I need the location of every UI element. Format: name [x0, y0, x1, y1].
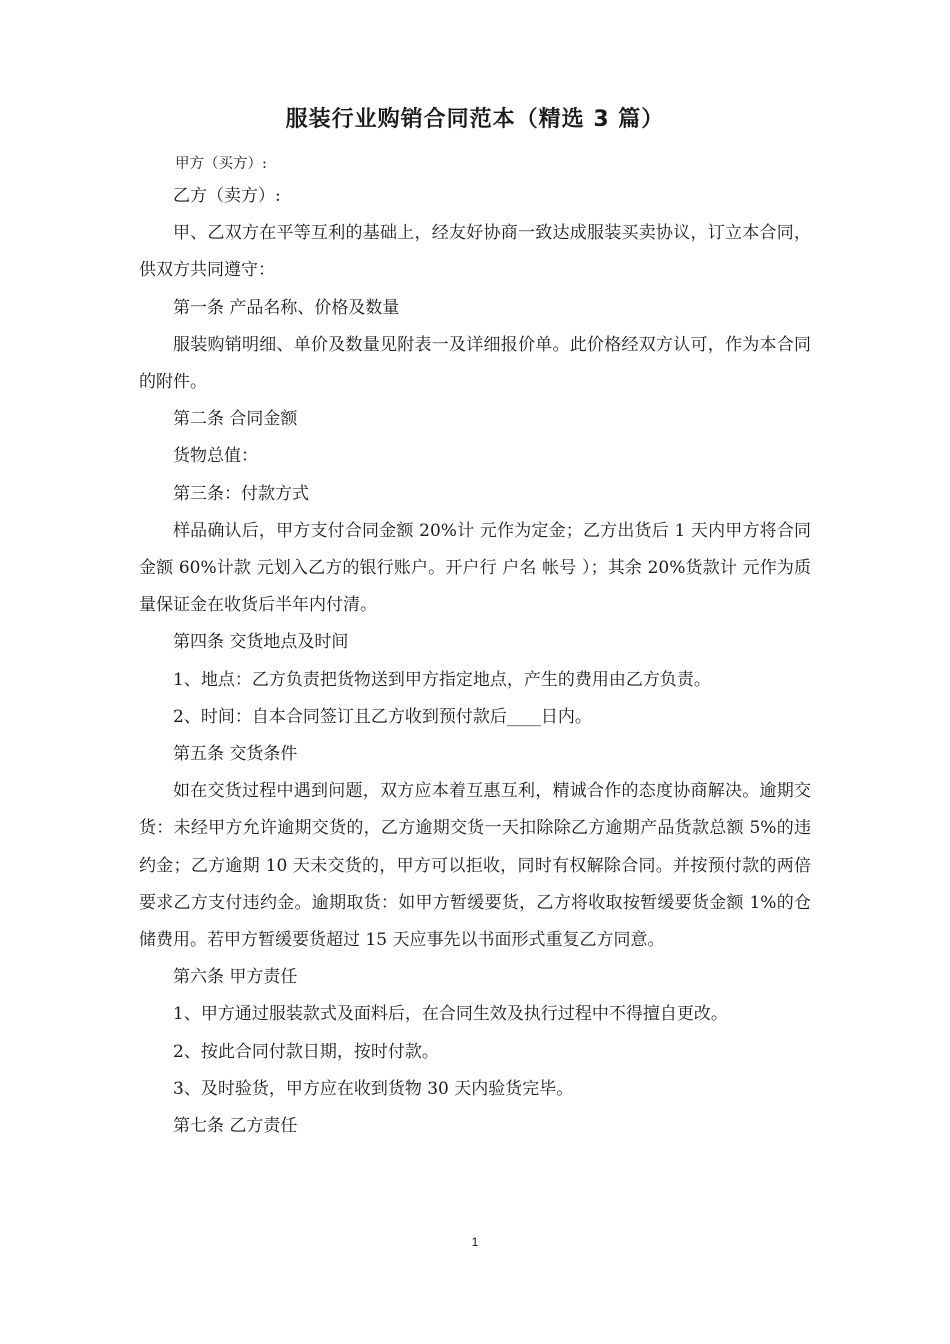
- document-body: [139, 178, 811, 1145]
- section-heading: 第五条 交货条件: [173, 744, 298, 765]
- section-heading: 第三条：付款方式: [173, 483, 309, 504]
- paragraph: 货物总值：: [173, 446, 258, 467]
- paragraph: 1、甲方通过服装款式及面料后，在合同生效及执行过程中不得擅自更改。: [173, 1004, 728, 1025]
- page-number: 1: [471, 1235, 479, 1249]
- section-heading: 第二条 合同金额: [173, 409, 298, 430]
- paragraph: 甲、乙双方在平等互利的基础上，经友好协商一致达成服装买卖协议，订立本合同，供双方共同遵守：: [139, 223, 811, 281]
- section-heading: 第一条 产品名称、价格及数量: [173, 297, 400, 318]
- paragraph: 2、时间：自本合同签订且乙方收到预付款后____日内。: [173, 706, 592, 727]
- paragraph: 2、按此合同付款日期，按时付款。: [173, 1041, 439, 1062]
- section-heading: 第四条 交货地点及时间: [173, 632, 349, 653]
- paragraph: 1、地点：乙方负责把货物送到甲方指定地点，产生的费用由乙方负责。: [173, 669, 711, 690]
- paragraph: 服装购销明细、单价及数量见附表一及详细报价单。此价格经双方认可，作为本合同的附件。: [139, 334, 811, 393]
- paragraph: 如在交货过程中遇到问题，双方应本着互惠互利，精诚合作的态度协商解决。逾期交货：未经甲方允许逾期交货的，乙方逾期交货一天扣除除乙方逾期产品货款总额 5%的违约金；乙方逾期 10 天未交货的，甲方可以拒收，同时有权解除合同。并按预付款的两倍要求乙方支付违约金。逾期取货：如甲方暂缓要货，乙方将收取按暂缓要货金额 1%的仓储费用。若甲方暂缓要货超过 15 天应事先以书面形式重复乙方同意。: [139, 781, 811, 951]
- document-title: 服装行业购销合同范本（精选 3 篇）: [285, 107, 665, 132]
- paragraph: 样品确认后，甲方支付合同金额 20%计 元作为定金；乙方出货后 1 天内甲方将合同金额 60%计款 元划入乙方的银行账户。开户行 户名 帐号 ）；其余 20%货款计 元作为质量保证金在收货后半年内付清。: [139, 520, 811, 616]
- section-heading: 第七条 乙方责任: [173, 1116, 298, 1137]
- party-a-line: 甲方（买方）:: [175, 156, 267, 172]
- paragraph: 乙方（卖方）:: [173, 186, 281, 206]
- section-heading: 第六条 甲方责任: [173, 967, 298, 988]
- paragraph: 3、及时验货，甲方应在收到货物 30 天内验货完毕。: [173, 1078, 574, 1099]
